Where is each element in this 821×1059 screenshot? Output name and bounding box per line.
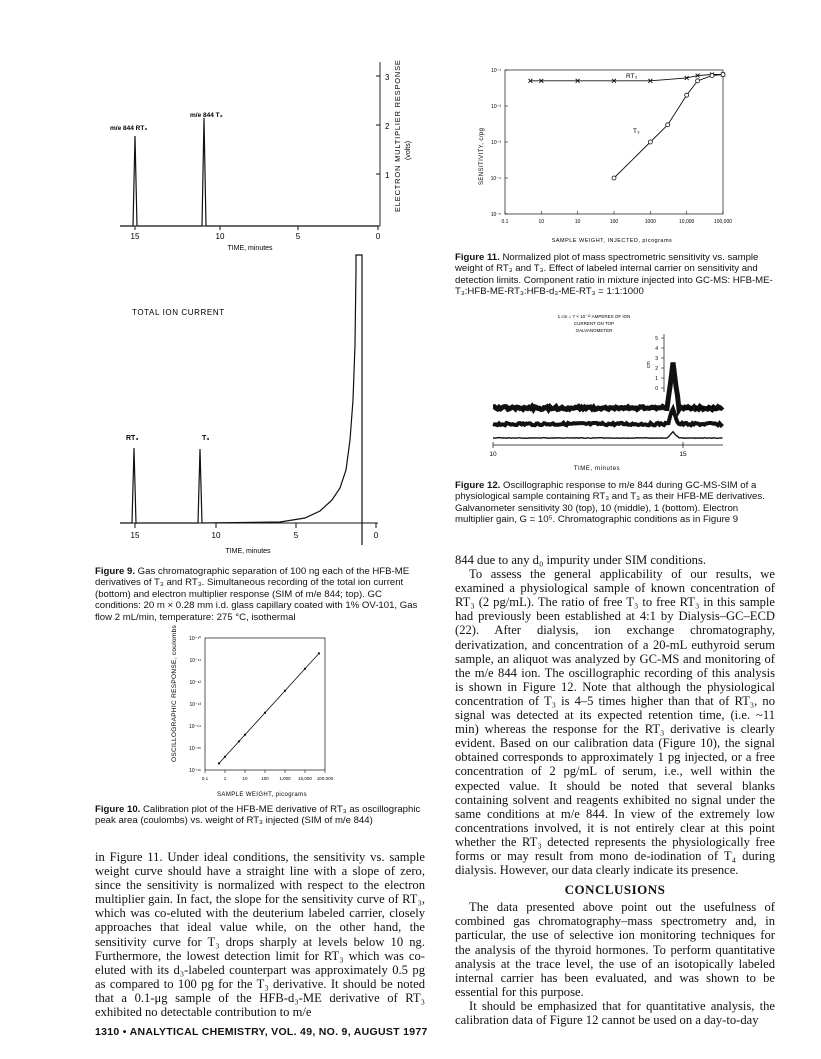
x-tick-label: 100: [609, 219, 619, 225]
top-tick-label: 0: [375, 232, 381, 241]
cm-tick-label: 1: [655, 376, 658, 382]
top-axis-title: TIME, minutes: [227, 245, 273, 252]
x-tick-label: 10: [242, 776, 248, 781]
plot-frame: [205, 638, 325, 770]
x-tick-labels: [502, 211, 733, 225]
figure-9-graphic: [95, 60, 425, 560]
scale-note: 1 cm = 7 × 10⁻¹² AMPERES OF ION: [557, 314, 631, 319]
series-t3-markers: [612, 72, 725, 180]
bottom-tick-label: 15: [130, 531, 140, 540]
bottom-tick-label: 10: [211, 531, 221, 540]
y-tick-label: 10⁻¹²: [189, 680, 201, 686]
plot-frame: [505, 70, 723, 214]
cm-tick-label: 3: [655, 356, 658, 362]
paragraph: The data presented above point out the usefulness of combined gas chromatography–mass spectrometry and, in particular, the use of selective ion monitoring techniques for the analysis of the thyroid hormones. To perform quantitative analysis at the trace level, the use of an isotopically labeled internal carrier has been evaluated, and was shown to be essential for this purpose.: [455, 900, 775, 999]
series-t3-marker: [696, 79, 700, 83]
x-tick-label: 100: [261, 776, 269, 781]
x-tick-label: 0.1: [201, 776, 209, 781]
figure-9-caption: [95, 566, 425, 623]
caption-text: Calibration plot of the HFB-ME derivative of RT₃ as oscillographic peak area (coulombs) vs. weight of RT₃ injected (SIM of m/e 844): [95, 804, 421, 827]
scale-note: GALVANOMETER: [575, 328, 613, 333]
right-column-body: [455, 553, 775, 1027]
series-t3-marker: [685, 93, 689, 97]
series-t3-marker: [666, 123, 670, 127]
bottom-peak-right-label: T₃: [202, 435, 210, 442]
paragraph: To assess the general applicability of our results, we examined a physiological sample of known concentration of RT₃ (2 pg/mL). The ratio of free T₃ to free RT₃ in this sample had previously been established at 4:1 by Dialysis–GC–ECD (22). After dialysis, ion exchange chromatography, derivatization, and concentration of a 20-mL euthyroid serum sample, an aliquot was analyzed by GC-MS and monitoring of the m/e 844 ion. The oscillographic recording of this analysis is shown in Figure 12. Note that although the physiological concentration of T₃ is 4–5 times higher than that of RT₃, no signal was detected at its expected retention time, (i.e. ~11 min) whereas the response for the RT₃ derivative is clearly evident. Based on our calibration data (Figure 10), the signal obtained corresponds to approximately 1 pg injected, or a free concentration of 2 pg/mL of serum, i.e., well within the expected value. It should be noted that several blanks containing solvent and reagents exhibited no signal under the same conditions at m/e 844. In view of the extremely low concentrations involved, it is not entirely clear at this point whether the RT₃ detected represents the physiologically free forms or may result from mono de-iodination of T₄ during dialysis. However, our data clearly indicate its presence.: [455, 567, 775, 878]
caption-text: Normalized plot of mass spectrometric sensitivity vs. sample weight of RT₃ and T₃. Effect of labeled internal carrier on sensitivity and detection limits. Component ratio in mixture injected into GC-MS: HFB-ME-T₃:HFB-ME-RT₃:HFB-d₃-ME-RT₃ = 1:1:1000: [455, 252, 773, 298]
x-tick-label: 10: [538, 219, 545, 225]
x-tick-label: 100,000: [713, 219, 733, 225]
bottom-tick-label: 5: [293, 531, 299, 540]
series-t3-marker: [612, 176, 616, 180]
cm-tick-label: 2: [655, 366, 658, 372]
top-tick-label: 5: [295, 232, 301, 241]
time-tick-label: 10: [489, 451, 497, 458]
scale-note: CURRENT ON TOP: [573, 321, 615, 326]
top-tick-label: 10: [215, 232, 225, 241]
series-t3-label: T₃: [633, 128, 640, 135]
figure-11-caption: [455, 252, 775, 298]
y-tick-label: 10⁻¹⁰: [189, 636, 201, 642]
trace-top: [493, 363, 723, 410]
time-axis-title: TIME, minutes: [573, 466, 621, 472]
series-rt3-label: RT₃: [626, 73, 638, 80]
cm-label: cm: [646, 361, 652, 368]
left-column-body: [95, 850, 425, 1019]
emr-axis-title: ELECTRON MULTIPLIER RESPONSE: [393, 59, 402, 212]
y-tick-label: 10⁻³: [491, 140, 501, 146]
x-tick-label: 1: [223, 776, 227, 781]
y-tick-label: 10⁻¹⁴: [188, 724, 201, 730]
y-axis-label: OSCILLOGRAPHIC RESPONSE, coulombs: [171, 624, 178, 762]
y-axis-label: SENSITIVITY, c/pg: [479, 127, 485, 185]
x-tick-label: 100,000: [316, 776, 334, 781]
x-tick-label: 1,000: [279, 776, 291, 781]
series-t3-marker: [648, 140, 652, 144]
y-tick-label: 10⁻⁵: [490, 212, 501, 218]
bottom-tick-label: 0: [373, 531, 379, 540]
x-axis-label: SAMPLE WEIGHT, picograms: [217, 792, 307, 798]
caption-label: Figure 12.: [455, 480, 501, 491]
caption-label: Figure 10.: [95, 804, 141, 815]
x-tick-label: 10,000: [298, 776, 312, 781]
emr-tick-label: 3: [385, 73, 390, 82]
x-tick-labels: [202, 770, 334, 781]
y-tick-label: 10⁻¹: [491, 68, 501, 74]
paragraph: 844 due to any d₀ impurity under SIM conditions.: [455, 553, 706, 567]
top-peak-left-label: m/e 844 RT₃: [110, 125, 148, 132]
x-axis-label: SAMPLE WEIGHT, INJECTED, picograms: [551, 238, 673, 244]
figure-10-graphic: [150, 624, 350, 817]
cm-tick-label: 0: [655, 386, 658, 392]
top-peak-right-label: m/e 844 T₃: [190, 112, 223, 119]
x-tick-label: 1000: [644, 219, 656, 225]
trace-bottom: [493, 432, 723, 439]
figure-11-graphic: [460, 62, 733, 252]
caption-text: Gas chromatographic separation of 100 ng each of the HFB-ME derivatives of T₃ and RT₃. Simultaneous recording of the total ion current (bottom) and electron multiplier response (SIM of m/e 844; top). GC conditions: 20 m × 0.28 mm i.d. glass capillary coated with 1% OV-101, Gas flow 2 mL/min, temperature: 275 °C, isothermal: [95, 566, 418, 623]
emr-tick-label: 2: [385, 122, 390, 131]
series-t3-marker: [710, 74, 714, 78]
y-tick-label: 10⁻¹¹: [189, 658, 201, 664]
fit-line: [219, 653, 319, 763]
y-tick-labels: [491, 68, 508, 218]
emr-tick-label: 1: [385, 171, 390, 180]
x-tick-label: 0.1: [501, 219, 509, 225]
x-tick-label: 10: [574, 219, 581, 225]
caption-label: Figure 9.: [95, 566, 135, 577]
peak-label: m/e 844 RT₃: [683, 406, 718, 412]
x-tick-label: 10,000: [679, 219, 695, 225]
cm-tick-label: 4: [655, 346, 658, 352]
paragraph: in Figure 11. Under ideal conditions, the sensitivity vs. sample weight curve should have a straight line with a slope of zero, since the sensitivity is normalized with respect to the electron multiplier gain. In fact, the slope for the sensitivity curve of RT₃, which was co-eluted with the deuterium labeled carrier, closely approaches that ideal value while, on the other hand, the sensitivity curve for T₃ drops sharply at levels below 10 ng. Furthermore, the lowest detection limit for RT₃ which was co-eluted with its d₃-labeled counterpart was approximately 0.5 pg as compared to 100 pg for the T₃ derivative. It should be noted that a 0.1-μg sample of the HFB-d₃-ME derivative of RT₃ exhibited no detectable contribution to m/e: [95, 850, 425, 1020]
emr-axis-units: (volts): [405, 140, 412, 160]
caption-text: Oscillographic response to m/e 844 during GC-MS-SIM of a physiological sample containing RT₃ and T₃ as their HFB-ME derivatives. Galvanometer sensitivity 30 (top), 10 (middle), 1 (bottom). Electron multiplier gain, G = 10⁵. Chromatographic conditions as in Figure 9: [455, 480, 765, 526]
time-tick-label: 15: [679, 451, 687, 458]
cm-scale-ticks: [655, 336, 664, 392]
y-tick-label: 10⁻⁴: [490, 176, 501, 182]
cm-tick-label: 5: [655, 336, 658, 342]
series-t3-marker: [721, 72, 725, 76]
y-tick-label: 10⁻²: [491, 104, 501, 110]
sim-trace: [120, 118, 378, 226]
tic-label: TOTAL ION CURRENT: [132, 308, 225, 317]
tic-trace: [120, 255, 362, 545]
bottom-peak-left-label: RT₃: [126, 435, 139, 442]
figure-12-caption: [455, 480, 775, 526]
paragraph: It should be emphasized that for quantitative analysis, the calibration data of Figure 12 cannot be used on a day-to-day: [455, 998, 775, 1027]
page-footer: 1310 • ANALYTICAL CHEMISTRY, VOL. 49, NO. 9, AUGUST 1977: [95, 1026, 428, 1038]
figure-10-caption: [95, 804, 425, 827]
top-tick-label: 15: [130, 232, 140, 241]
bottom-axis-title: TIME, minutes: [225, 548, 271, 555]
y-tick-label: 10⁻¹³: [189, 702, 201, 708]
figure-12-graphic: [480, 305, 740, 477]
caption-label: Figure 11.: [455, 252, 500, 263]
y-tick-label: 10⁻¹⁶: [189, 768, 201, 774]
y-tick-label: 10⁻¹⁵: [189, 746, 201, 752]
y-tick-labels: [189, 636, 201, 774]
section-heading: CONCLUSIONS: [564, 882, 666, 898]
